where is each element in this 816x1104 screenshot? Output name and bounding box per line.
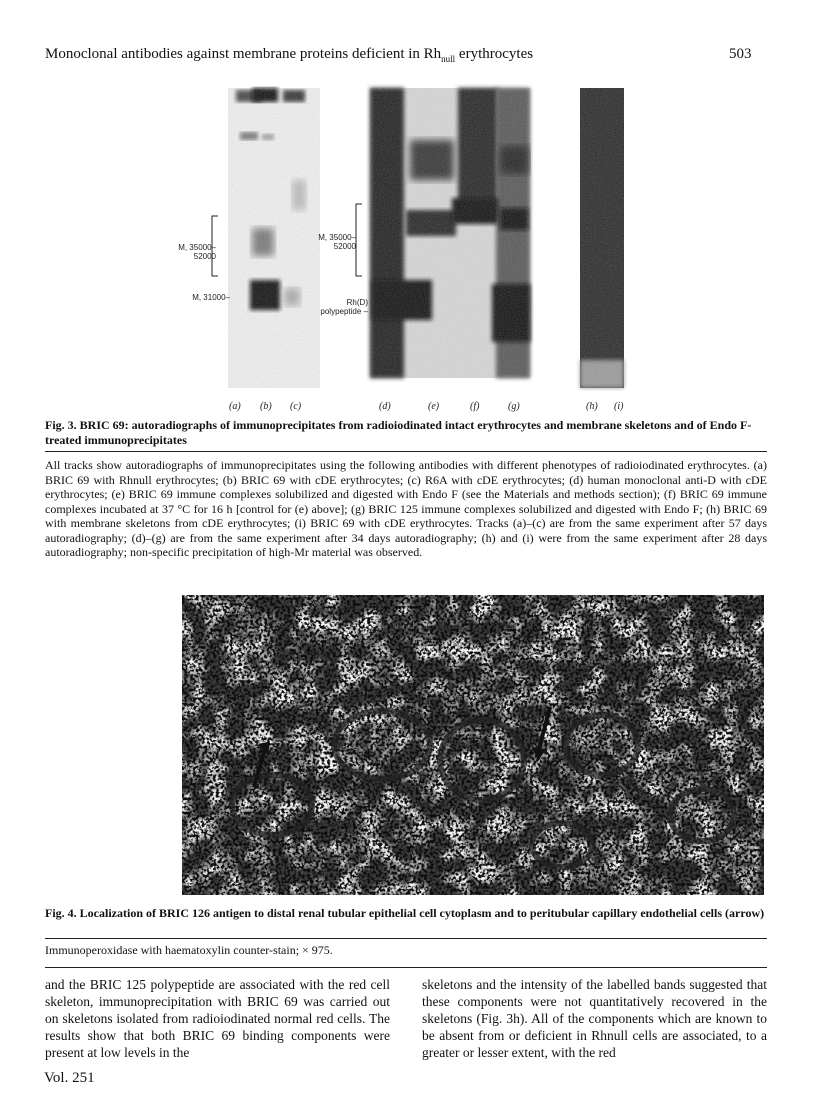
lane-label-c: (c) [290,401,302,412]
micrograph-image [182,595,764,895]
rhd-polypeptide-label: Rh(D) polypeptide – [320,298,368,316]
gel-panel-3 [580,88,624,388]
body-column-1: and the BRIC 125 polypeptide are associated with the red cell skeleton, immunoprecipitation with BRIC 69 was carried out on skeletons isolated from radioiodinated normal red cells. The results show that both BRIC 69 binding components were present at low levels in the [45,977,390,1060]
figure-4-micrograph [182,595,764,895]
autoradiograph-panels [0,80,816,420]
lane-label-e: (e) [428,401,440,412]
running-title: Monoclonal antibodies against membrane proteins deficient in $Rh_{null}$ erythrocytes [45,46,534,64]
lane-label-g: (g) [508,401,520,412]
mw-label-left-range: M, 35000– 52000 [178,243,216,261]
figure-4-caption-title: Fig. 4. Localization of BRIC 126 antigen to distal renal tubular epithelial cell cytoplasm and to peritubular capillary endothelial cells (arrow) [45,906,765,920]
mw-label-right-range: M, 35000– 52000 [318,233,356,251]
lane-label-h: (h) [586,401,598,412]
page-number: 503 [729,46,752,62]
body-column-2: skeletons and the intensity of the labelled bands suggested that these components were not quantitatively recovered in the skeletons (Fig. 3h). All of the components which are known to be absent from or deficient in Rhnull cells are associated, to a greater or lesser extent, with the red [422,977,767,1060]
lane-label-a: (a) [229,401,241,412]
caption-rule [45,938,767,939]
lane-label-b: (b) [260,401,272,412]
mw-bracket-right [356,204,362,276]
mw-label-left-31000: M, 31000– [192,293,230,302]
lane-label-d: (d) [379,401,391,412]
figure-4-legend: Immunoperoxidase with haematoxylin counter-stain; × 975. [45,943,333,957]
section-rule [45,967,767,968]
gel-panel-2 [370,88,530,378]
lane-label-i: (i) [614,401,624,412]
figure-3-caption-title: Fig. 3. BRIC 69: autoradiographs of immunoprecipitates from radioiodinated intact erythrocytes and membrane skeletons and of Endo F-treated immunoprecipitates [45,418,752,447]
caption-rule [45,451,767,452]
figure-3 [0,80,816,420]
figure-3-legend: All tracks show autoradiographs of immunoprecipitates using the following antibodies with different phenotypes of radioiodinated erythrocytes. (a) BRIC 69 with Rhnull erythrocytes; (b) BRIC 69 with cDE erythrocytes; (c) R6A with cDE erythrocytes; (d) human monoclonal anti-D with cDE erythrocytes; (e) BRIC 69 immune complexes solubilized and digested with Endo F (see the Materials and methods section); (f) BRIC 69 immune complexes incubated at 37 °C for 16 h [control for (e) above]; (g) BRIC 125 immune complexes solubilized and digested with Endo F; (h) BRIC 69 with membrane skeletons from cDE erythrocytes; (i) BRIC 69 with cDE erythrocytes. Tracks (a)–(c) are from the same experiment after 57 days autoradiography; (d)–(g) are from the same experiment after 34 days autoradiography; (h) and (i) were from the same experiment after 28 days autoradiography; non-specific precipitation of high-Mr material was observed. [45,458,767,559]
volume-footer: Vol. 251 [44,1070,95,1086]
lane-label-f: (f) [470,401,480,412]
